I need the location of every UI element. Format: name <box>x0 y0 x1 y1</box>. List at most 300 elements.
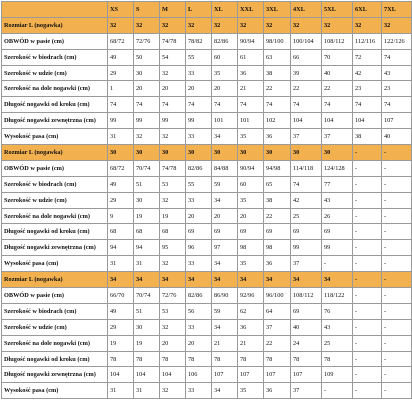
measurement-value: 32 <box>160 129 186 145</box>
measurement-value: 104 <box>160 367 186 383</box>
measurement-value: 96 <box>186 240 212 256</box>
measurement-value: 78 <box>322 351 353 367</box>
measurement-value: 64 <box>264 303 291 319</box>
measurement-value: 95 <box>160 240 186 256</box>
measurement-value: 39 <box>291 65 322 81</box>
table-row <box>2 383 412 399</box>
size-header-cell: 6XL <box>353 2 382 18</box>
measurement-value: 78 <box>134 351 160 367</box>
measurement-value: - <box>382 192 412 208</box>
measurement-value: - <box>353 176 382 192</box>
measurement-value: 51 <box>134 303 160 319</box>
section-leg-length-cell: 30 <box>160 145 186 161</box>
section-leg-length-cell: 32 <box>186 17 212 33</box>
measurement-value: - <box>382 303 412 319</box>
measurement-label: Wysokość pasa (cm) <box>2 129 108 145</box>
measurement-value: 50 <box>134 49 160 65</box>
measurement-value: 104 <box>134 367 160 383</box>
table-row <box>2 240 412 256</box>
measurement-value: 70/74 <box>134 288 160 304</box>
measurement-value: 69 <box>186 224 212 240</box>
measurement-value: - <box>353 303 382 319</box>
measurement-value: 56 <box>186 303 212 319</box>
measurement-value: - <box>382 383 412 399</box>
measurement-value: 21 <box>238 81 264 97</box>
measurement-label: Długość nogawki od kroku (cm) <box>2 97 108 113</box>
section-leg-length-cell: 30 <box>212 145 238 161</box>
measurement-value: 60 <box>238 176 264 192</box>
section-leg-length-cell: 32 <box>238 17 264 33</box>
measurement-value: 38 <box>264 192 291 208</box>
measurement-value: 33 <box>186 192 212 208</box>
table-row <box>2 256 412 272</box>
section-leg-length-cell: 30 <box>108 145 134 161</box>
measurement-value: 94 <box>108 240 134 256</box>
measurement-value: 69 <box>264 224 291 240</box>
measurement-value: 20 <box>186 335 212 351</box>
measurement-label: Długość nogawki od kroku (cm) <box>2 224 108 240</box>
measurement-value: - <box>382 319 412 335</box>
measurement-value: - <box>353 224 382 240</box>
measurement-label: Szerokość w udzie (cm) <box>2 319 108 335</box>
measurement-value: 31 <box>108 383 134 399</box>
measurement-value: 72 <box>353 49 382 65</box>
measurement-value: 19 <box>134 335 160 351</box>
table-row <box>2 49 412 65</box>
measurement-value: 114/118 <box>291 160 322 176</box>
section-leg-length-cell: 32 <box>382 17 412 33</box>
section-header-row <box>2 272 412 288</box>
measurement-value: 107 <box>212 367 238 383</box>
measurement-value: 77 <box>322 176 353 192</box>
section-leg-length-cell: 32 <box>353 17 382 33</box>
measurement-value: 99 <box>186 113 212 129</box>
measurement-value: 42 <box>291 192 322 208</box>
measurement-value: 74 <box>134 97 160 113</box>
table-row <box>2 351 412 367</box>
section-leg-length-cell: - <box>382 272 412 288</box>
measurement-value: 35 <box>238 192 264 208</box>
measurement-label: OBWÓD w pasie (cm) <box>2 288 108 304</box>
measurement-value: 90/94 <box>238 160 264 176</box>
size-table-body <box>2 2 412 399</box>
measurement-value: 98/100 <box>264 33 291 49</box>
measurement-value: 33 <box>186 319 212 335</box>
measurement-value: - <box>353 319 382 335</box>
measurement-value: 69 <box>212 224 238 240</box>
table-row <box>2 192 412 208</box>
measurement-value: 31 <box>134 383 160 399</box>
measurement-value: 19 <box>108 335 134 351</box>
measurement-value: 68/72 <box>108 160 134 176</box>
section-leg-length-cell: 32 <box>264 17 291 33</box>
size-header-cell: M <box>160 2 186 18</box>
measurement-value: 78 <box>212 351 238 367</box>
measurement-value: 74/78 <box>160 33 186 49</box>
measurement-value: 9 <box>108 208 134 224</box>
measurement-value: 40 <box>382 129 412 145</box>
measurement-value: 22 <box>264 81 291 97</box>
measurement-value: 104 <box>353 113 382 129</box>
measurement-value: 49 <box>108 303 134 319</box>
section-leg-length-cell: 34 <box>134 272 160 288</box>
measurement-value: 34 <box>212 383 238 399</box>
measurement-value: 32 <box>134 129 160 145</box>
measurement-value: 82/86 <box>186 288 212 304</box>
measurement-value: 33 <box>186 383 212 399</box>
section-leg-length-cell: 34 <box>160 272 186 288</box>
measurement-value: 107 <box>382 113 412 129</box>
table-row <box>2 81 412 97</box>
measurement-value: - <box>382 256 412 272</box>
measurement-value: 55 <box>186 176 212 192</box>
measurement-value: 82/86 <box>212 33 238 49</box>
measurement-value: 29 <box>108 192 134 208</box>
measurement-value: 32 <box>160 383 186 399</box>
measurement-value: 43 <box>322 319 353 335</box>
measurement-value: 118/122 <box>322 288 353 304</box>
measurement-value: 66 <box>291 49 322 65</box>
measurement-value: 25 <box>322 335 353 351</box>
size-header-row <box>2 2 412 18</box>
measurement-value: 42 <box>353 65 382 81</box>
measurement-value: - <box>353 351 382 367</box>
measurement-value: 49 <box>108 176 134 192</box>
measurement-value: 37 <box>264 319 291 335</box>
measurement-label: Długość nogawki od kroku (cm) <box>2 351 108 367</box>
measurement-value: 32 <box>160 319 186 335</box>
section-leg-length-cell: 34 <box>186 272 212 288</box>
measurement-value: 82/86 <box>186 160 212 176</box>
measurement-value: 19 <box>160 208 186 224</box>
section-leg-length-cell: 32 <box>322 17 353 33</box>
table-row <box>2 65 412 81</box>
size-chart-table <box>1 1 412 399</box>
measurement-value: 106 <box>186 367 212 383</box>
measurement-value: 34 <box>212 192 238 208</box>
measurement-value: 74 <box>291 176 322 192</box>
measurement-value: 78 <box>108 351 134 367</box>
measurement-value: 31 <box>134 256 160 272</box>
measurement-value: 36 <box>264 383 291 399</box>
measurement-value: 43 <box>322 192 353 208</box>
measurement-value: 65 <box>264 176 291 192</box>
section-leg-length-cell: 34 <box>108 272 134 288</box>
measurement-value: 68 <box>108 224 134 240</box>
section-leg-length-cell: 32 <box>108 17 134 33</box>
measurement-value: 37 <box>291 129 322 145</box>
measurement-value: 122/126 <box>382 33 412 49</box>
measurement-value: 68 <box>160 224 186 240</box>
section-leg-length-cell: 32 <box>134 17 160 33</box>
measurement-value: - <box>382 351 412 367</box>
measurement-value: 20 <box>186 81 212 97</box>
measurement-value: 23 <box>353 81 382 97</box>
table-row <box>2 33 412 49</box>
table-row <box>2 129 412 145</box>
section-leg-length-cell: 30 <box>238 145 264 161</box>
measurement-label: OBWÓD w pasie (cm) <box>2 160 108 176</box>
section-leg-length-cell: 30 <box>322 145 353 161</box>
section-leg-length-cell: 34 <box>212 272 238 288</box>
section-leg-length-cell: - <box>353 145 382 161</box>
measurement-value: 20 <box>134 81 160 97</box>
measurement-value: - <box>353 383 382 399</box>
measurement-value: 104 <box>322 113 353 129</box>
measurement-value: 84/88 <box>212 160 238 176</box>
section-leg-length-cell: 34 <box>291 272 322 288</box>
measurement-value: 72/76 <box>134 33 160 49</box>
measurement-value: 74 <box>264 97 291 113</box>
measurement-value: 68/72 <box>108 33 134 49</box>
size-header-cell: 5XL <box>322 2 353 18</box>
measurement-value: 104 <box>108 367 134 383</box>
measurement-value: 74 <box>108 97 134 113</box>
size-header-cell: L <box>186 2 212 18</box>
measurement-value: 1 <box>108 81 134 97</box>
measurement-value: 51 <box>134 176 160 192</box>
measurement-value: 34 <box>212 256 238 272</box>
measurement-value: 35 <box>238 256 264 272</box>
measurement-value: - <box>353 240 382 256</box>
measurement-value: 69 <box>291 303 322 319</box>
table-row <box>2 224 412 240</box>
measurement-label: Długość nogawki zewnętrzna (cm) <box>2 240 108 256</box>
section-title: Rozmiar L (nogawka) <box>2 17 108 33</box>
measurement-value: 108/112 <box>291 288 322 304</box>
measurement-value: 107 <box>291 367 322 383</box>
measurement-value: 22 <box>291 81 322 97</box>
measurement-value: 74 <box>212 97 238 113</box>
measurement-value: 43 <box>382 65 412 81</box>
measurement-value: 36 <box>238 319 264 335</box>
measurement-value: 31 <box>108 129 134 145</box>
measurement-value: 63 <box>264 49 291 65</box>
measurement-value: 21 <box>238 335 264 351</box>
measurement-value: - <box>382 288 412 304</box>
measurement-value: 20 <box>186 208 212 224</box>
measurement-value: 99 <box>322 240 353 256</box>
measurement-value: 78 <box>238 351 264 367</box>
measurement-value: 70/74 <box>134 160 160 176</box>
measurement-value: - <box>353 160 382 176</box>
measurement-value: - <box>382 176 412 192</box>
measurement-value: 29 <box>108 65 134 81</box>
measurement-value: 38 <box>353 129 382 145</box>
measurement-value: 99 <box>291 240 322 256</box>
section-leg-length-cell: 34 <box>238 272 264 288</box>
measurement-value: 36 <box>238 65 264 81</box>
measurement-value: 53 <box>160 303 186 319</box>
measurement-value: - <box>322 256 353 272</box>
measurement-value: - <box>353 367 382 383</box>
size-header-cell: S <box>134 2 160 18</box>
measurement-value: 99 <box>134 113 160 129</box>
measurement-value: 33 <box>186 129 212 145</box>
table-row <box>2 335 412 351</box>
measurement-value: 22 <box>264 208 291 224</box>
measurement-value: 25 <box>291 208 322 224</box>
size-header-cell: 4XL <box>291 2 322 18</box>
section-leg-length-cell: 32 <box>291 17 322 33</box>
measurement-value: 55 <box>186 49 212 65</box>
measurement-value: 99 <box>160 113 186 129</box>
measurement-value: 74 <box>382 97 412 113</box>
measurement-value: 101 <box>238 113 264 129</box>
measurement-value: 22 <box>264 335 291 351</box>
measurement-value: 107 <box>238 367 264 383</box>
measurement-value: - <box>382 160 412 176</box>
measurement-label: Długość nogawki zewnętrzna (cm) <box>2 113 108 129</box>
measurement-label: Szerokość w biodrach (cm) <box>2 49 108 65</box>
measurement-label: Szerokość w biodrach (cm) <box>2 303 108 319</box>
measurement-value: 78 <box>291 351 322 367</box>
measurement-value: 98 <box>264 240 291 256</box>
section-header-row <box>2 145 412 161</box>
measurement-value: 20 <box>212 81 238 97</box>
measurement-value: 102 <box>264 113 291 129</box>
measurement-value: 70 <box>322 49 353 65</box>
measurement-value: 104 <box>291 113 322 129</box>
measurement-value: - <box>322 383 353 399</box>
measurement-value: 74 <box>382 49 412 65</box>
measurement-value: 32 <box>160 65 186 81</box>
measurement-value: 61 <box>238 49 264 65</box>
section-leg-length-cell: 30 <box>186 145 212 161</box>
size-header-corner <box>2 2 108 18</box>
measurement-value: 74 <box>238 97 264 113</box>
measurement-value: 74 <box>291 97 322 113</box>
measurement-value: - <box>353 192 382 208</box>
measurement-value: 69 <box>291 224 322 240</box>
measurement-value: 20 <box>212 208 238 224</box>
measurement-value: 124/128 <box>322 160 353 176</box>
measurement-value: 24 <box>291 335 322 351</box>
measurement-value: 23 <box>382 81 412 97</box>
measurement-label: OBWÓD w pasie (cm) <box>2 33 108 49</box>
measurement-value: 94/98 <box>264 160 291 176</box>
measurement-label: Szerokość w udzie (cm) <box>2 192 108 208</box>
measurement-value: 69 <box>238 224 264 240</box>
measurement-label: Szerokość w udzie (cm) <box>2 65 108 81</box>
table-row <box>2 113 412 129</box>
measurement-value: 86/90 <box>212 288 238 304</box>
measurement-value: 38 <box>264 65 291 81</box>
size-header-cell: XXL <box>238 2 264 18</box>
measurement-value: 74 <box>353 97 382 113</box>
measurement-value: - <box>382 335 412 351</box>
measurement-value: 92/96 <box>238 288 264 304</box>
measurement-value: 69 <box>322 224 353 240</box>
measurement-value: 74 <box>322 97 353 113</box>
section-leg-length-cell: 34 <box>264 272 291 288</box>
section-leg-length-cell: 32 <box>160 17 186 33</box>
measurement-value: 33 <box>186 65 212 81</box>
measurement-value: 32 <box>160 192 186 208</box>
measurement-value: 78 <box>160 351 186 367</box>
measurement-value: 68 <box>134 224 160 240</box>
measurement-value: - <box>382 240 412 256</box>
measurement-value: 54 <box>160 49 186 65</box>
measurement-value: 101 <box>212 113 238 129</box>
measurement-value: 78/82 <box>186 33 212 49</box>
measurement-value: 60 <box>212 49 238 65</box>
size-header-cell: 7XL <box>382 2 412 18</box>
measurement-label: Wysokość pasa (cm) <box>2 256 108 272</box>
measurement-value: 76 <box>322 303 353 319</box>
measurement-value: - <box>382 224 412 240</box>
measurement-value: 20 <box>160 335 186 351</box>
section-leg-length-cell: - <box>353 272 382 288</box>
measurement-value: 40 <box>322 65 353 81</box>
measurement-value: 107 <box>264 367 291 383</box>
table-row <box>2 97 412 113</box>
measurement-value: 78 <box>186 351 212 367</box>
measurement-value: 32 <box>160 256 186 272</box>
measurement-value: 37 <box>291 256 322 272</box>
measurement-value: 35 <box>212 65 238 81</box>
measurement-value: 36 <box>264 256 291 272</box>
measurement-value: 34 <box>212 319 238 335</box>
measurement-label: Szerokość na dole nogawki (cm) <box>2 335 108 351</box>
measurement-value: 100/104 <box>291 33 322 49</box>
measurement-value: 112/116 <box>353 33 382 49</box>
measurement-value: - <box>382 208 412 224</box>
section-leg-length-cell: 34 <box>322 272 353 288</box>
table-row <box>2 176 412 192</box>
measurement-value: 22 <box>322 81 353 97</box>
measurement-label: Szerokość w biodrach (cm) <box>2 176 108 192</box>
measurement-value: 59 <box>212 303 238 319</box>
measurement-value: 66/70 <box>108 288 134 304</box>
section-title: Rozmiar L (nogawka) <box>2 272 108 288</box>
measurement-value: - <box>353 335 382 351</box>
measurement-value: 94 <box>134 240 160 256</box>
measurement-value: 74 <box>186 97 212 113</box>
section-leg-length-cell: - <box>382 145 412 161</box>
size-header-cell: XS <box>108 2 134 18</box>
measurement-value: 37 <box>322 129 353 145</box>
size-header-cell: XL <box>212 2 238 18</box>
measurement-value: 108/112 <box>322 33 353 49</box>
measurement-value: 20 <box>238 208 264 224</box>
measurement-value: 21 <box>212 335 238 351</box>
measurement-value: 31 <box>108 256 134 272</box>
measurement-value: 30 <box>134 319 160 335</box>
measurement-value: 26 <box>322 208 353 224</box>
table-row <box>2 367 412 383</box>
measurement-value: 49 <box>108 49 134 65</box>
measurement-value: 36 <box>264 129 291 145</box>
table-row <box>2 319 412 335</box>
measurement-value: 40 <box>291 319 322 335</box>
measurement-value: 109 <box>322 367 353 383</box>
measurement-value: 78 <box>264 351 291 367</box>
section-leg-length-cell: 30 <box>291 145 322 161</box>
measurement-value: 35 <box>238 129 264 145</box>
measurement-value: 96/100 <box>264 288 291 304</box>
measurement-value: 37 <box>291 383 322 399</box>
measurement-label: Wysokość pasa (cm) <box>2 383 108 399</box>
measurement-value: 62 <box>238 303 264 319</box>
measurement-label: Szerokość na dole nogawki (cm) <box>2 208 108 224</box>
measurement-value: 90/94 <box>238 33 264 49</box>
measurement-value: 59 <box>212 176 238 192</box>
table-row <box>2 303 412 319</box>
measurement-value: 30 <box>134 65 160 81</box>
section-title: Rozmiar L (nogawka) <box>2 145 108 161</box>
measurement-value: - <box>382 367 412 383</box>
